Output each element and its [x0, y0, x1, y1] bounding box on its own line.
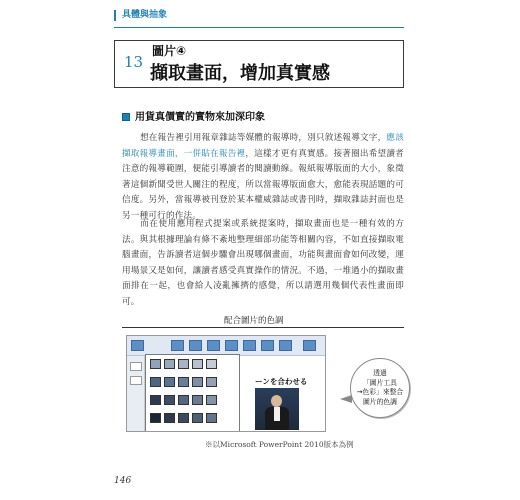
- paragraph-2: [122, 217, 404, 310]
- ribbon-toolbar: [127, 336, 326, 356]
- callout-text: [350, 369, 410, 407]
- gallery-thumb: [206, 359, 217, 369]
- gallery-thumb: [164, 377, 175, 387]
- square-bullet-icon: [122, 113, 130, 121]
- callout-line: →色彩」來整合: [356, 388, 404, 396]
- callout-line: 圖片的色調: [363, 397, 397, 406]
- callout-line: 「圖片工具: [363, 378, 397, 387]
- page-number: 146: [114, 476, 132, 486]
- gallery-thumb: [150, 359, 161, 369]
- gallery-thumb: [150, 377, 161, 387]
- section-rule: [114, 27, 404, 28]
- gallery-thumb: [178, 359, 189, 369]
- gallery-thumb: [192, 359, 203, 369]
- ribbon-thumb: [279, 340, 292, 351]
- ribbon-thumb: [225, 340, 238, 351]
- figure-rule: [122, 327, 404, 328]
- ribbon-thumb: [207, 340, 220, 351]
- section-number: 13: [124, 53, 144, 71]
- figure-credit: ※以Microsoft PowerPoint 2010版本為例: [205, 440, 354, 449]
- paragraph-1-highlight: 應該擷取報導畫面，一併貼在報告裡: [122, 133, 404, 159]
- figure-caption: 配合圖片的色調: [224, 316, 284, 326]
- ribbon-thumb: [171, 340, 184, 351]
- gallery-thumb: [192, 395, 203, 405]
- title-label: 圖片④: [152, 44, 187, 58]
- gallery-thumb: [164, 413, 175, 423]
- gallery-thumb: [178, 395, 189, 405]
- gallery-thumb: [178, 413, 189, 423]
- ribbon-thumb: [131, 340, 144, 351]
- paragraph-2-text: 而在使用應用程式提案或系統提案時，擷取畫面也是一種有效的方法。與其根據理論有條不紊地整理細部功能等相關內容，不如直接擷取電腦畫面，告訴讀者這個步驟會出現哪個畫面，功能與畫面會如何改變，運用場景又是如何，讓讀者感受真實操作的情況。不過，一堆過小的擷取畫面排在一起，也會給人凌亂擁擠的感覺，所以請選用幾個代表性畫面即可。: [122, 219, 404, 307]
- section-tag: 具體與抽象: [114, 10, 167, 21]
- color-gallery: [145, 354, 240, 432]
- gallery-thumb: [178, 377, 189, 387]
- slide-thumbnail: [130, 362, 142, 371]
- ribbon-thumb: [261, 340, 274, 351]
- slide-thumbnail: [130, 376, 142, 385]
- slide-photo: [255, 388, 299, 430]
- ribbon-thumb: [243, 340, 256, 351]
- photo-shirt: [274, 407, 280, 421]
- gallery-thumb: [206, 413, 217, 423]
- ribbon-thumb: [189, 340, 202, 351]
- slide-pane: [127, 356, 145, 432]
- gallery-thumb: [192, 413, 203, 423]
- gallery-thumb: [192, 377, 203, 387]
- subheading-text: 用貨真價實的實物來加深印象: [135, 112, 265, 123]
- ribbon-thumb: [303, 340, 316, 351]
- screenshot-figure: [126, 335, 326, 432]
- paragraph-1-lead: 想在報告裡引用報章雜誌等媒體的報導時，別只敘述報導文字，: [140, 133, 387, 143]
- subheading: [122, 108, 265, 123]
- paragraph-1-rest: ，這樣才更有真實感。接著圈出希望讀者注意的報導範圍，便能引導讀者的閱讀動線。報紙報導版面的大小，象徵著這個新聞受世人關注的程度，所以當報導版面愈大，愈能表現話題的可信度。另外，當報導被刊登於某本權威雜誌或書刊時，擷取雜誌封面也是另一種可行的作法。: [122, 148, 404, 221]
- gallery-thumb: [150, 413, 161, 423]
- gallery-thumb: [164, 395, 175, 405]
- gallery-thumb: [206, 395, 217, 405]
- slide-text: ーンを合わせる: [255, 377, 308, 386]
- photo-head: [271, 395, 282, 407]
- page-title: 擷取畫面，增加真實感: [150, 63, 330, 84]
- gallery-thumb: [164, 359, 175, 369]
- gallery-thumb: [206, 377, 217, 387]
- paragraph-1: [122, 131, 404, 224]
- callout-line: 透過: [373, 369, 387, 377]
- gallery-thumb: [150, 395, 161, 405]
